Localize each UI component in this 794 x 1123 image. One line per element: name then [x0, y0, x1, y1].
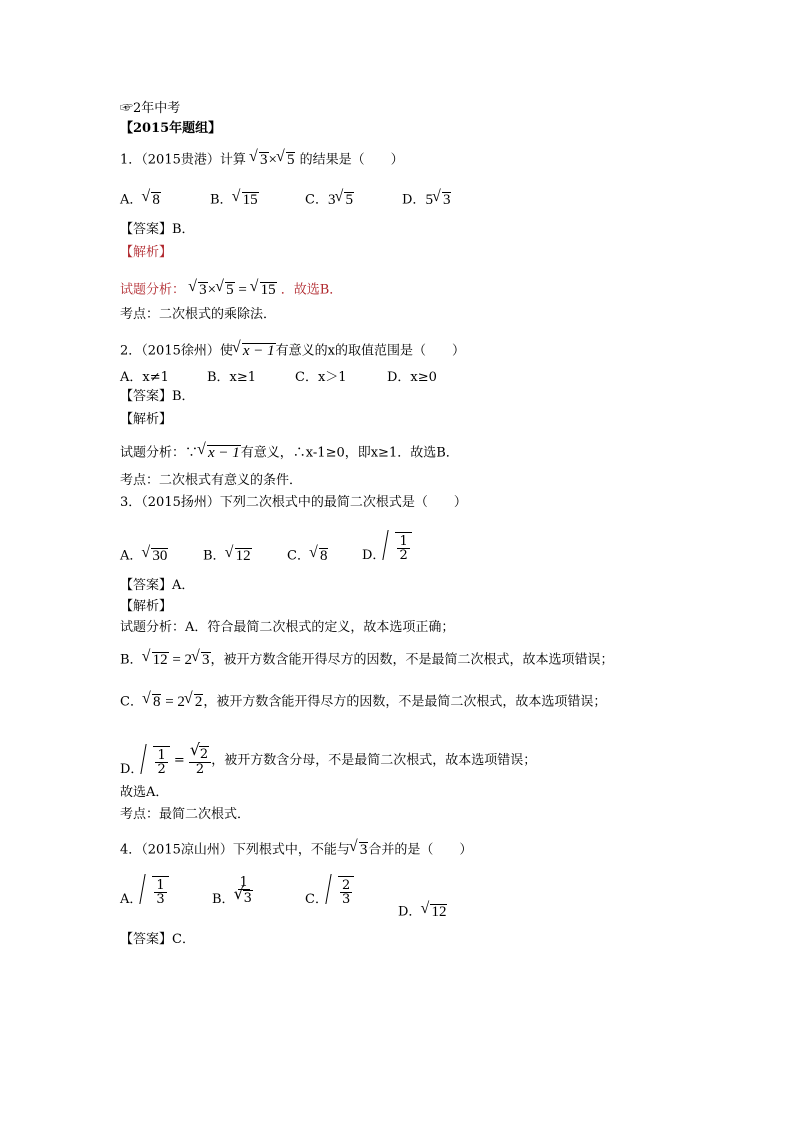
q3-option-c: C．√ 8: [287, 548, 328, 565]
q3-answer: 【答案】A．: [120, 578, 195, 593]
q4-option-c: C． $\frac{2}{3}$: [305, 874, 354, 908]
q2-analysis: 试题分析：∵√ x − 1有意义，∴x-1≥0，即x≥1．故选B．: [120, 445, 459, 462]
q4-option-d: D．√ 12: [398, 904, 447, 921]
q3-analysis-b: B．√ 12 = 2√ 3，被开方数含能开得尽方的因数，不是最简二次根式，故本选项错误；: [120, 652, 614, 669]
document-heading: ☞2年中考: [120, 101, 181, 116]
q3-analysis-c: C．√ 8 = 2√ 2，被开方数含能开得尽方的因数，不是最简二次根式，故本选项错误；: [120, 694, 606, 711]
q4-option-a: A． $\frac{1}{3}$: [120, 874, 169, 908]
q1-option-b: B．√ 15: [210, 192, 259, 209]
q2-answer: 【答案】B．: [120, 389, 195, 404]
q2-jiexi-label: 【解析】: [120, 412, 173, 427]
q3-kaodian: 考点：最简二次根式．: [120, 807, 251, 822]
question-2-stem: 2．（2015徐州）使√ x − 1有意义的x的取值范围是（ ）: [120, 343, 465, 360]
q3-jiexi-label: 【解析】: [120, 599, 173, 614]
q1-radicand-b: 5: [286, 152, 295, 168]
q1-radicand-a: 3: [260, 152, 268, 168]
q2-kaodian: 考点：二次根式有意义的条件．: [120, 473, 303, 488]
q1-times-sign: ×: [268, 152, 277, 168]
q2-option-d: D．x≥0: [387, 370, 437, 385]
q1-analysis: 试题分析： √ 3×√ 5 = √ 15 ．故选B．: [120, 282, 342, 299]
q3-analysis-a: 试题分析：A．符合最简二次根式的定义，故本选项正确；: [120, 620, 455, 635]
q3-conclusion: 故选A．: [120, 785, 169, 800]
q1-suffix: 的结果是（ ）: [299, 152, 404, 168]
q1-answer: 【答案】B．: [120, 222, 195, 237]
q4-answer: 【答案】C．: [120, 932, 195, 947]
question-4-stem: 4．（2015凉山州）下列根式中，不能与√ 3合并的是（ ）: [120, 842, 472, 859]
q2-option-c: C．x＞1: [295, 370, 347, 385]
q1-option-c: C．3√ 5: [305, 192, 354, 209]
q2-option-b: B．x≥1: [207, 370, 257, 385]
q1-jiexi-label: 【解析】: [120, 245, 173, 260]
q3-option-d: D． $\frac{1}{2}$: [362, 530, 412, 564]
q1-option-d: D．5√ 3: [402, 192, 451, 209]
q1-kaodian: 考点：二次根式的乘除法．: [120, 307, 277, 322]
q1-prefix: 1．（2015贵港）计算: [120, 152, 246, 168]
q3-option-a: A．√ 30: [120, 548, 168, 565]
question-1-stem: [120, 152, 404, 169]
year-group-heading: 【2015年题组】: [120, 121, 222, 136]
q2-option-a: A．x≠1: [120, 370, 169, 385]
q3-option-b: B．√ 12: [203, 548, 252, 565]
q3-analysis-d: D． $\frac{1}{2}$ = √ $\frac{2}{2}$ ，被开方数含分母，不是最简二次根式，故本选项错误；: [120, 744, 536, 778]
question-3-stem: 3．（2015扬州）下列二次根式中的最简二次根式是（ ）: [120, 495, 467, 510]
q4-option-b: B． 1 √ 3: [212, 874, 253, 908]
q1-option-a: A．√ 8: [120, 192, 161, 209]
